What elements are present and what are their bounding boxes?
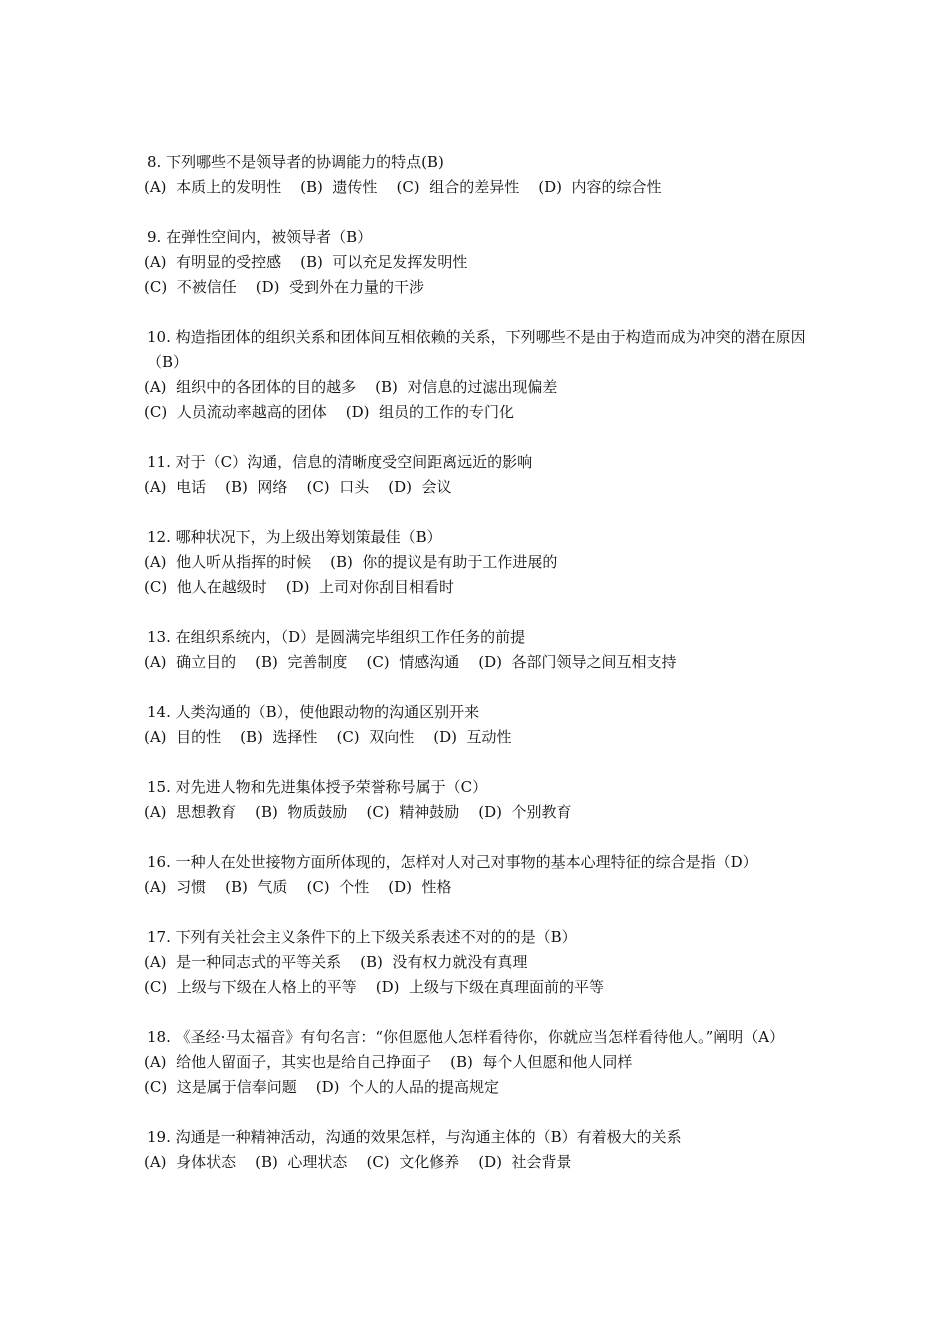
question-block bbox=[144, 525, 814, 600]
question-text: 13. 在组织系统内，（D）是圆满完毕组织工作任务的前提 bbox=[147, 628, 526, 646]
answer-options-line: (A) 给他人留面子，其实也是给自己挣面子 (B) 每个人但愿和他人同样 bbox=[144, 1053, 633, 1071]
question-text: 12. 哪种状况下，为上级出筹划策最佳（B） bbox=[147, 528, 442, 546]
answer-options-line: (A) 本质上的发明性 (B) 遗传性 (C) 组合的差异性 (D) 内容的综合性 bbox=[144, 178, 662, 196]
question-text: 16. 一种人在处世接物方面所体现的，怎样对人对己对事物的基本心理特征的综合是指（D） bbox=[147, 853, 758, 871]
answer-options-line: (A) 习惯 (B) 气质 (C) 个性 (D) 性格 bbox=[144, 878, 452, 896]
question-text: 19. 沟通是一种精神活动，沟通的效果怎样，与沟通主体的（B）有着极大的关系 bbox=[147, 1128, 682, 1146]
question-block bbox=[144, 1125, 814, 1175]
question-block bbox=[144, 150, 814, 200]
answer-options-line: (A) 确立目的 (B) 完善制度 (C) 情感沟通 (D) 各部门领导之间互相支持 bbox=[144, 653, 677, 671]
question-text: 14. 人类沟通的（B），使他跟动物的沟通区别开来 bbox=[147, 703, 480, 721]
answer-options-line: (A) 是一种同志式的平等关系 (B) 没有权力就没有真理 bbox=[144, 953, 528, 971]
answer-options-line: (A) 他人听从指挥的时候 (B) 你的提议是有助于工作进展的 bbox=[144, 553, 558, 571]
question-block bbox=[144, 925, 814, 1000]
question-block bbox=[144, 775, 814, 825]
question-text: 11. 对于（C）沟通，信息的清晰度受空间距离远近的影响 bbox=[147, 453, 533, 471]
answer-options-line: (C) 这是属于信奉问题 (D) 个人的人品的提高规定 bbox=[144, 1078, 500, 1096]
answer-options-line: (A) 电话 (B) 网络 (C) 口头 (D) 会议 bbox=[144, 478, 452, 496]
question-block bbox=[144, 1025, 814, 1100]
question-text: 18. 《圣经·马太福音》有句名言：“你但愿他人怎样看待你，你就应当怎样看待他人。”阐明（A） bbox=[147, 1028, 785, 1046]
question-block bbox=[144, 850, 814, 900]
question-text: 8. 下列哪些不是领导者的协调能力的特点(B) bbox=[147, 153, 444, 171]
question-block bbox=[144, 225, 814, 300]
answer-options-line: (C) 上级与下级在人格上的平等 (D) 上级与下级在真理面前的平等 bbox=[144, 978, 605, 996]
answer-options-line: (A) 目的性 (B) 选择性 (C) 双向性 (D) 互动性 bbox=[144, 728, 512, 746]
answer-options-line: (C) 不被信任 (D) 受到外在力量的干涉 bbox=[144, 278, 425, 296]
question-block bbox=[144, 700, 814, 750]
question-text: 10. 构造指团体的组织关系和团体间互相依赖的关系，下列哪些不是由于构造而成为冲突的潜在原因（B） bbox=[147, 328, 806, 371]
answer-options-line: (A) 思想教育 (B) 物质鼓励 (C) 精神鼓励 (D) 个别教育 bbox=[144, 803, 572, 821]
answer-options-line: (A) 有明显的受控感 (B) 可以充足发挥发明性 bbox=[144, 253, 468, 271]
question-list bbox=[144, 150, 814, 1200]
question-block bbox=[144, 625, 814, 675]
answer-options-line: (A) 组织中的各团体的目的越多 (B) 对信息的过滤出现偏差 bbox=[144, 378, 558, 396]
question-text: 15. 对先进人物和先进集体授予荣誉称号属于（C） bbox=[147, 778, 488, 796]
answer-options-line: (C) 他人在越级时 (D) 上司对你刮目相看时 bbox=[144, 578, 455, 596]
question-text: 9. 在弹性空间内，被领导者（B） bbox=[147, 228, 373, 246]
question-text: 17. 下列有关社会主义条件下的上下级关系表述不对的的是（B） bbox=[147, 928, 577, 946]
question-block bbox=[144, 325, 814, 425]
answer-options-line: (A) 身体状态 (B) 心理状态 (C) 文化修养 (D) 社会背景 bbox=[144, 1153, 572, 1171]
answer-options-line: (C) 人员流动率越高的团体 (D) 组员的工作的专门化 bbox=[144, 403, 515, 421]
question-block bbox=[144, 450, 814, 500]
